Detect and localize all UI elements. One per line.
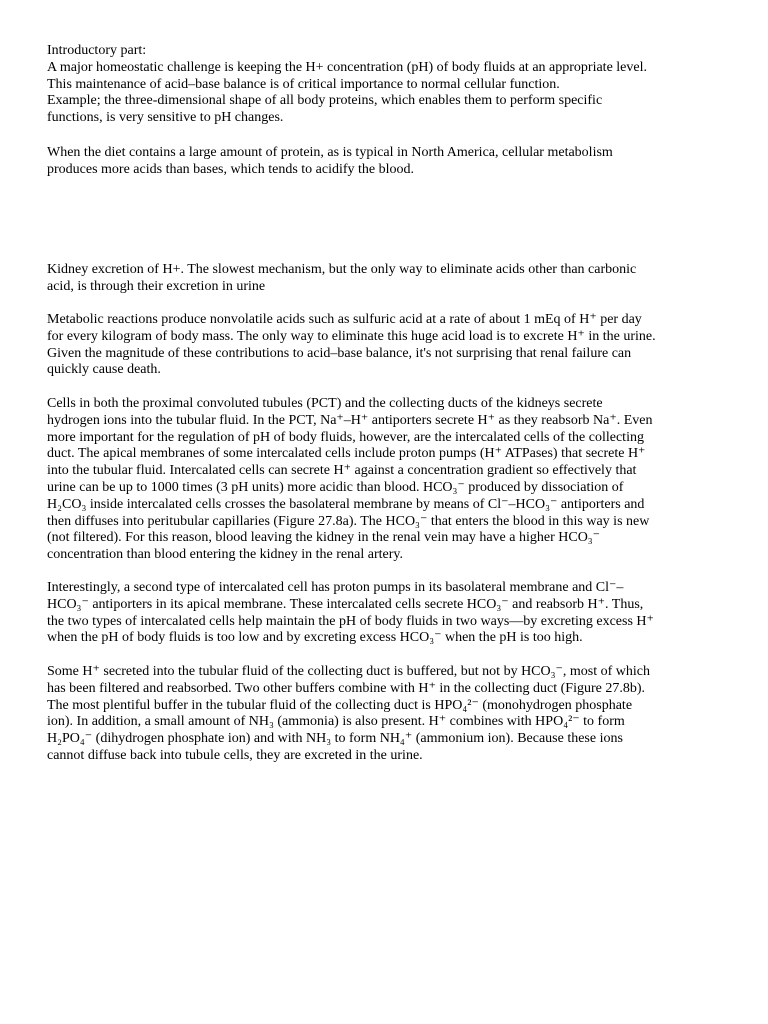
text-line: H₂PO₄⁻ (dihydrogen phosphate ion) and with NH₃ to form NH₄⁺ (ammonium ion). Because these ions xyxy=(47,731,623,747)
text-line: cannot diffuse back into tubule cells, they are excreted in the urine. xyxy=(47,747,423,763)
cells-paragraph xyxy=(47,396,727,564)
text-line: the two types of intercalated cells help maintain the pH of body fluids in two ways—by excreting excess H⁺ xyxy=(47,613,654,629)
text-line: urine can be up to 1000 times (3 pH units) more acidic than blood. HCO₃⁻ produced by dissociation of xyxy=(47,479,624,495)
text-line: for every kilogram of body mass. The only way to eliminate this huge acid load is to excrete H⁺ in the urine. xyxy=(47,328,656,344)
text-line: A major homeostatic challenge is keeping the H+ concentration (pH) of body fluids at an appropriate level. xyxy=(47,59,647,75)
diet-paragraph xyxy=(47,145,727,179)
text-line: ion). In addition, a small amount of NH₃ (ammonia) is also present. H⁺ combines with HPO₄²⁻ to form xyxy=(47,714,625,730)
text-line: quickly cause death. xyxy=(47,362,161,378)
text-line: hydrogen ions into the tubular fluid. In the PCT, Na⁺–H⁺ antiporters secrete H⁺ as they reabsorb Na⁺. Even xyxy=(47,412,653,428)
text-line: Interestingly, a second type of intercalated cell has proton pumps in its basolateral membrane and Cl⁻– xyxy=(47,580,624,595)
intro-heading: Introductory part: xyxy=(47,43,147,58)
text-line: The most plentiful buffer in the tubular fluid of the collecting duct is HPO₄²⁻ (monohydrogen phosphate xyxy=(47,697,633,713)
text-line: produces more acids than bases, which tends to acidify the blood. xyxy=(47,161,415,177)
kidney-excretion-paragraph xyxy=(47,262,727,296)
text-line: HCO₃⁻ antiporters in its apical membrane. These intercalated cells secrete HCO₃⁻ and reabsorb H⁺. Thus, xyxy=(47,596,644,612)
text-line: (not filtered). For this reason, blood leaving the kidney in the renal vein may have a higher HCO₃⁻ xyxy=(47,530,601,546)
buffers-paragraph xyxy=(47,664,727,765)
text-line: Some H⁺ secreted into the tubular fluid of the collecting duct is buffered, but not by HCO₃⁻, most of which xyxy=(47,664,651,679)
text-line: When the diet contains a large amount of protein, as is typical in North America, cellular metabolism xyxy=(47,145,613,160)
text-line: H₂CO₃ inside intercalated cells crosses the basolateral membrane by means of Cl⁻–HCO₃⁻ antiporters and xyxy=(47,496,645,512)
text-line: duct. The apical membranes of some intercalated cells include proton pumps (H⁺ ATPases) that secrete H⁺ xyxy=(47,446,646,462)
text-line: Example; the three-dimensional shape of all body proteins, which enables them to perform specific xyxy=(47,93,603,109)
text-line: Cells in both the proximal convoluted tubules (PCT) and the collecting ducts of the kidneys secrete xyxy=(47,396,603,411)
text-line: when the pH of body fluids is too low and by excreting excess HCO₃⁻ when the pH is too high. xyxy=(47,630,583,646)
text-line: This maintenance of acid–base balance is of critical importance to normal cellular function. xyxy=(47,76,560,92)
text-line: Metabolic reactions produce nonvolatile acids such as sulfuric acid at a rate of about 1 mEq of H⁺ per day xyxy=(47,312,642,327)
text-line: has been filtered and reabsorbed. Two other buffers combine with H⁺ in the collecting duct (Figure 27.8b). xyxy=(47,680,646,696)
second-type-paragraph xyxy=(47,580,727,647)
intro-paragraph xyxy=(47,43,727,127)
text-line: concentration than blood entering the kidney in the renal artery. xyxy=(47,547,403,563)
metabolic-paragraph xyxy=(47,312,727,379)
text-line: then diffuses into peritubular capillaries (Figure 27.8a). The HCO₃⁻ that enters the blood in this way is new xyxy=(47,513,650,529)
text-line: functions, is very sensitive to pH changes. xyxy=(47,110,284,126)
text-line: Given the magnitude of these contributions to acid–base balance, it's not surprising that renal failure can xyxy=(47,345,632,361)
text-line: more important for the regulation of pH of body fluids, however, are the intercalated cells of the collecting xyxy=(47,429,644,445)
text-line: into the tubular fluid. Intercalated cells can secrete H⁺ against a concentration gradient so effectively that xyxy=(47,463,637,479)
text-line: acid, is through their excretion in urine xyxy=(47,278,266,294)
text-line: Kidney excretion of H+. The slowest mechanism, but the only way to eliminate acids other than carbonic xyxy=(47,262,637,277)
